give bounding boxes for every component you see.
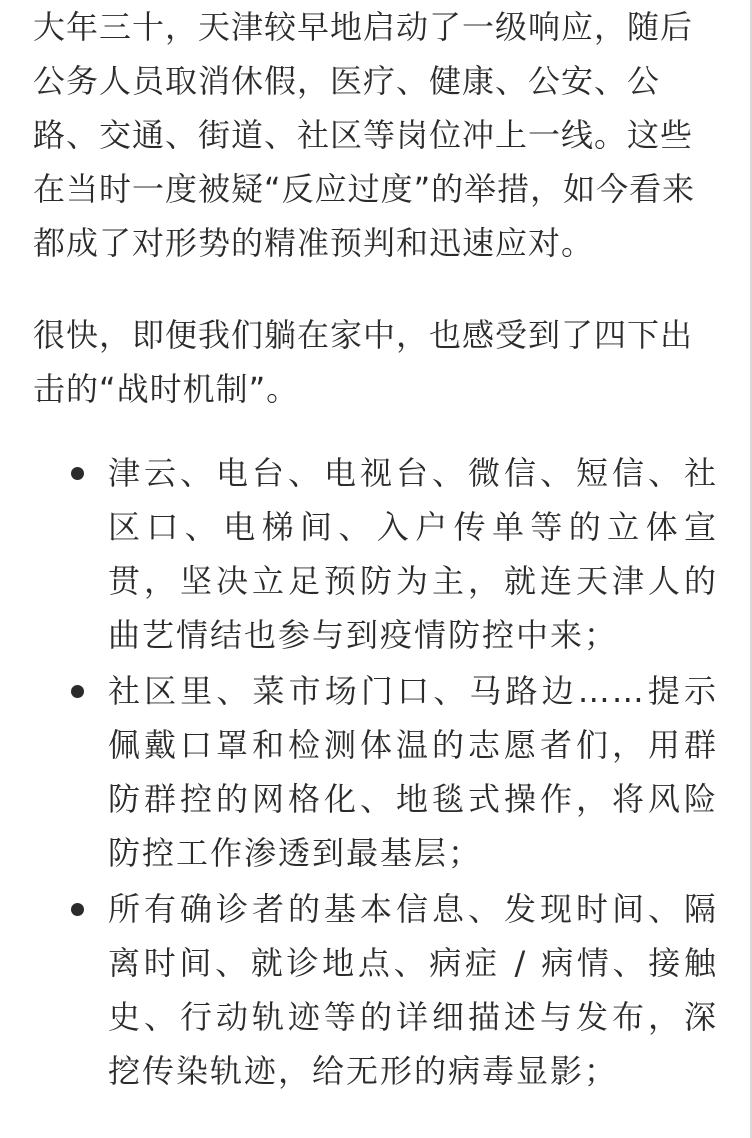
bullet-dot-icon [71, 903, 84, 916]
list-item-text: 所有确诊者的基本信息、发现时间、隔离时间、就诊地点、病症 / 病情、接触史、行动轨迹等的详细描述与发布，深挖传染轨迹，给无形的病毒显影； [108, 890, 718, 1090]
list-item [33, 664, 718, 880]
paragraph-response: 大年三十，天津较早地启动了一级响应，随后公务人员取消休假，医疗、健康、公安、公路、交通、街道、社区等岗位冲上一线。这些在当时一度被疑“反应过度”的举措，如今看来都成了对形势的精准预判和迅速应对。 [33, 8, 696, 262]
list-item [33, 882, 718, 1098]
bullet-dot-icon [71, 685, 84, 698]
list-item-text: 社区里、菜市场门口、马路边……提示佩戴口罩和检测体温的志愿者们，用群防群控的网格化、地毯式操作，将风险防控工作渗透到最基层； [108, 672, 718, 872]
measures-list [33, 446, 733, 1098]
list-item [33, 446, 718, 662]
paragraph-wartime-mechanism: 很快，即便我们躺在家中，也感受到了四下出击的“战时机制”。 [33, 316, 694, 408]
bullet-dot-icon [71, 467, 84, 480]
article-body [33, 0, 733, 1098]
list-item-text: 津云、电台、电视台、微信、短信、社区口、电梯间、入户传单等的立体宣贯，坚决立足预防为主，就连天津人的曲艺情结也参与到疫情防控中来； [108, 454, 718, 654]
